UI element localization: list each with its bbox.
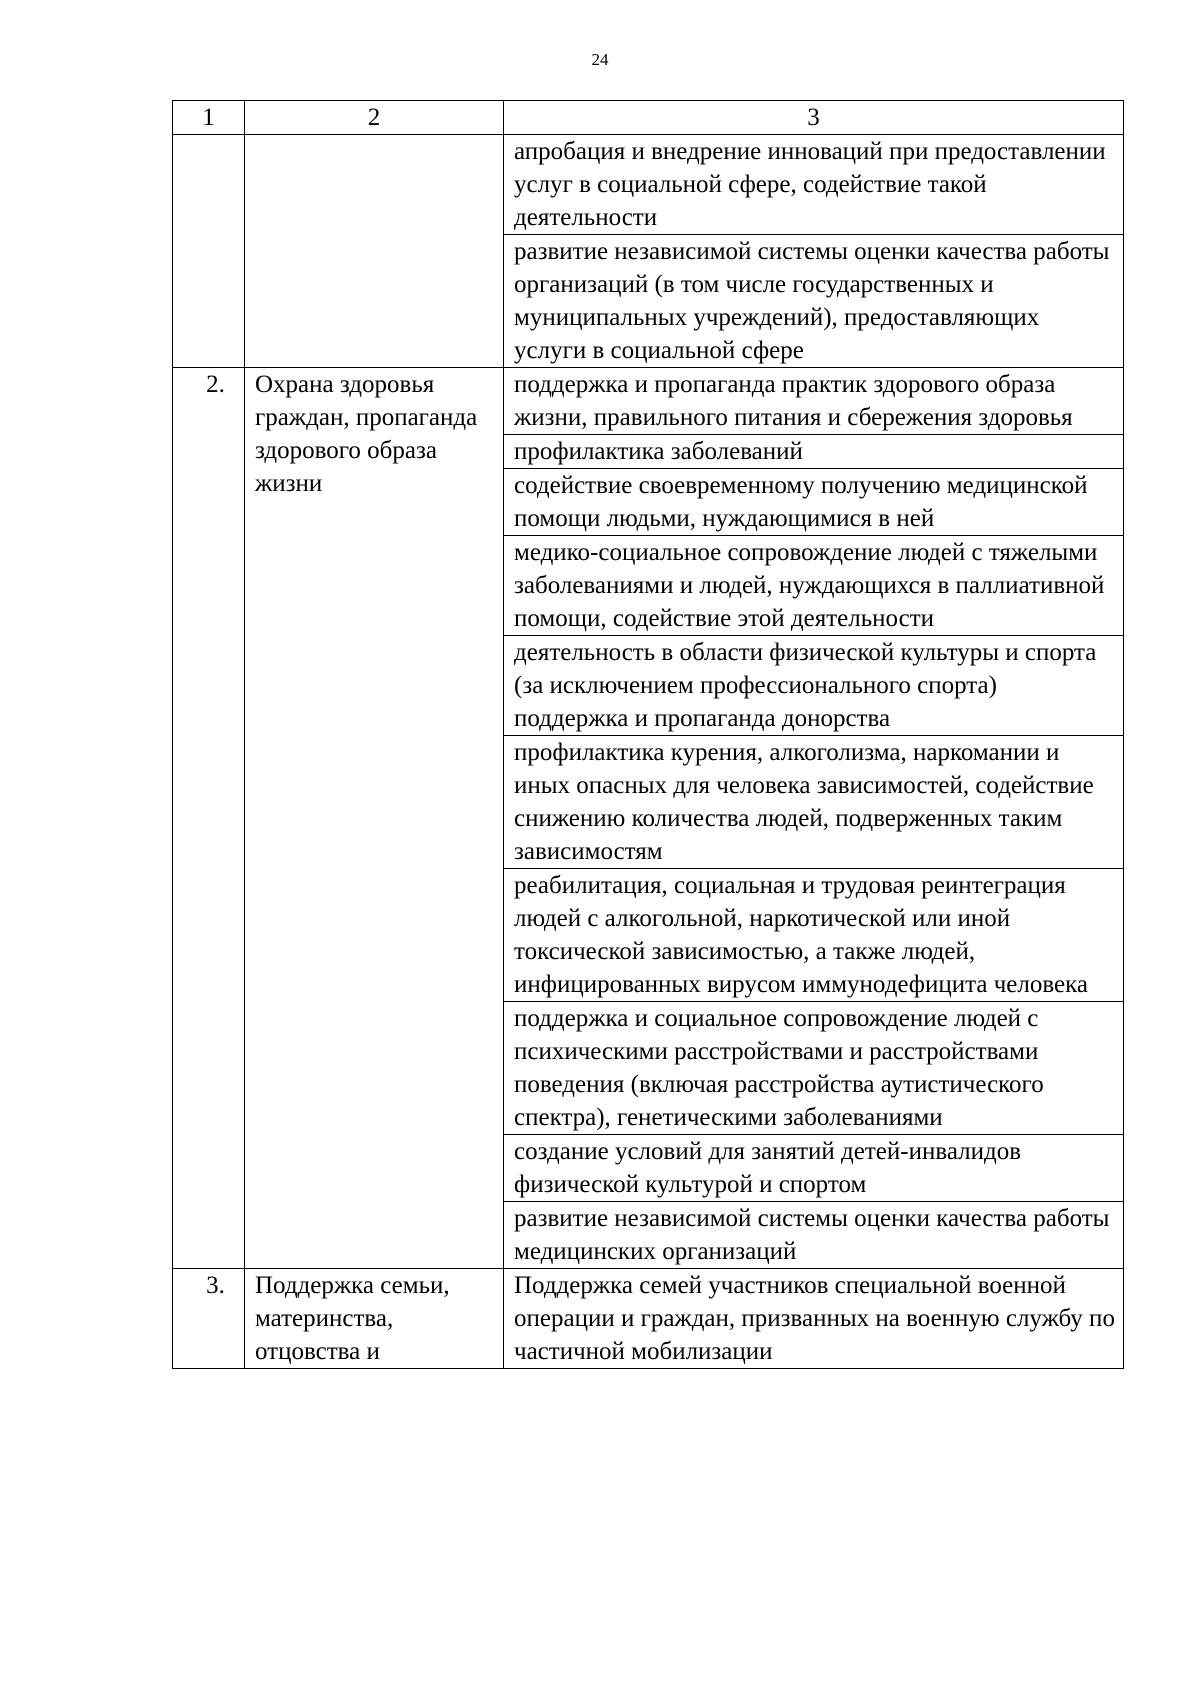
activity-cell: профилактика заболеваний [504,435,1124,469]
activity-cell: апробация и внедрение инноваций при предоставлении услуг в социальной сфере, содействие такой деятельности [504,135,1124,235]
section-number-cell [173,1269,245,1369]
section-number-cell [173,368,245,1269]
activity-cell: развитие независимой системы оценки качества работы организаций (в том числе государственных и муниципальных учреждений), предоставляющих услуги в социальной сфере [504,235,1124,368]
activity-cell: развитие независимой системы оценки качества работы медицинских организаций [504,1202,1124,1269]
activity-cell: профилактика курения, алкоголизма, наркомании и иных опасных для человека зависимостей, содействие снижению количества людей, подверженных таким зависимостям [504,736,1124,869]
continued-number-cell [173,135,245,368]
continued-direction-cell [245,135,504,368]
activity-cell: деятельность в области физической культуры и спорта (за исключением профессионального спорта) поддержка и пропаганда донорства [504,636,1124,736]
table-row [173,135,1124,235]
section-direction-cell: Поддержка семьи, материнства, отцовства и [245,1269,504,1369]
page-number: 24 [591,50,609,69]
column-header-number: 1 [173,101,245,135]
activities-table [172,100,1124,1369]
header-row [173,101,1124,135]
section-number: 3. [206,1272,225,1299]
activity-cell: содействие своевременному получению медицинской помощи людьми, нуждающимися в ней [504,469,1124,536]
table-row [173,368,1124,435]
section-direction-cell: Охрана здоровья граждан, пропаганда здорового образа жизни [245,368,504,1269]
section-number: 2. [206,371,225,398]
activity-cell: поддержка и пропаганда практик здорового образа жизни, правильного питания и сбережения здоровья [504,368,1124,435]
activity-cell: Поддержка семей участников специальной военной операции и граждан, призванных на военную службу по частичной мобилизации [504,1269,1124,1369]
column-header-activities: 3 [504,101,1124,135]
column-header-direction: 2 [245,101,504,135]
activity-cell: медико-социальное сопровождение людей с тяжелыми заболеваниями и людей, нуждающихся в паллиативной помощи, содействие этой деятельности [504,536,1124,636]
activity-cell: поддержка и социальное сопровождение людей с психическими расстройствами и расстройствами поведения (включая расстройства аутистического спектра), генетическими заболеваниями [504,1002,1124,1135]
activity-cell: реабилитация, социальная и трудовая реинтеграция людей с алкогольной, наркотической или иной токсической зависимостью, а также людей, инфицированных вирусом иммунодефицита человека [504,869,1124,1002]
activity-cell: создание условий для занятий детей-инвалидов физической культурой и спортом [504,1135,1124,1202]
table-row [173,1269,1124,1369]
